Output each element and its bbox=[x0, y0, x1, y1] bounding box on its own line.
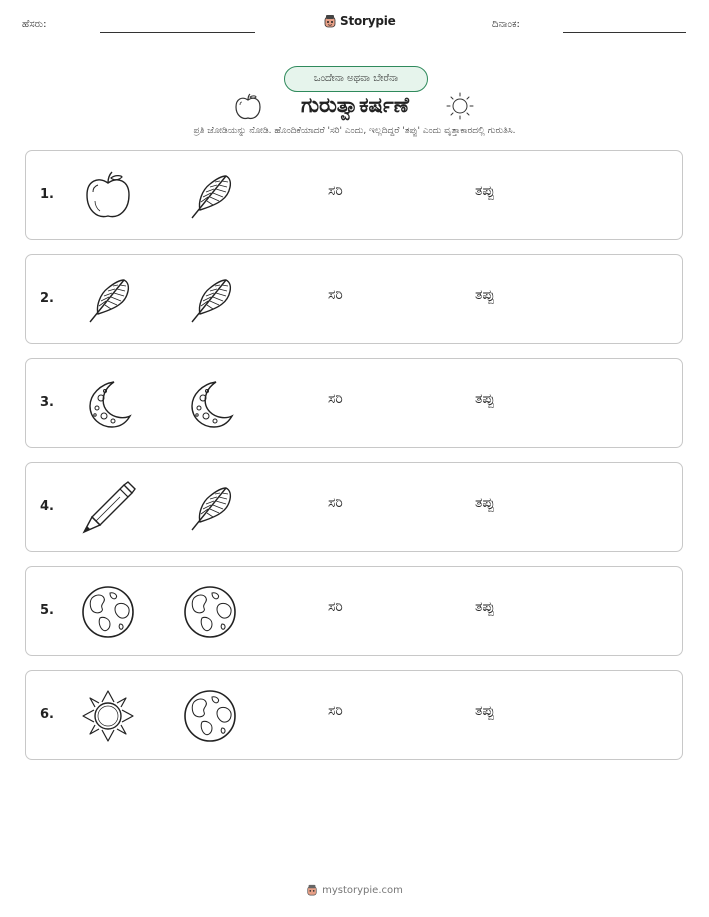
question-row-5 bbox=[25, 566, 683, 656]
apple-icon bbox=[80, 168, 136, 224]
question-row-4 bbox=[25, 462, 683, 552]
moon-icon bbox=[80, 376, 136, 432]
title-row bbox=[0, 92, 709, 122]
feather-icon bbox=[182, 480, 238, 536]
earth-icon bbox=[182, 584, 238, 640]
moon-icon bbox=[80, 376, 136, 432]
question-row-3 bbox=[25, 358, 683, 448]
option-true[interactable]: ಸರಿ bbox=[328, 703, 343, 719]
brand-logo bbox=[323, 14, 396, 28]
option-true[interactable]: ಸರಿ bbox=[328, 495, 343, 511]
option-false[interactable]: ತಪ್ಪು bbox=[475, 183, 495, 199]
apple-icon bbox=[232, 92, 264, 122]
option-false[interactable]: ತಪ್ಪು bbox=[475, 703, 495, 719]
moon-icon bbox=[182, 376, 238, 432]
option-true[interactable]: ಸರಿ bbox=[328, 599, 343, 615]
earth-icon bbox=[182, 688, 238, 744]
instructions: ಪ್ರತಿ ಜೋಡಿಯನ್ನು ನೋಡಿ. ಹೊಂದಿಕೆಯಾದರೆ 'ಸರಿ' ಎಂದು, ಇಲ್ಲದಿದ್ದರೆ 'ತಪ್ಪು' ಎಂದು ವೃತ್ತಾಕಾರದಲ್ಲಿ ಗುರುತಿಸಿ. bbox=[193, 126, 516, 136]
question-row-6 bbox=[25, 670, 683, 760]
pencil-icon bbox=[80, 480, 136, 536]
feather-icon bbox=[182, 168, 238, 224]
feather-icon bbox=[182, 168, 238, 224]
question-number: 5. bbox=[40, 603, 54, 618]
option-true[interactable]: ಸರಿ bbox=[328, 287, 343, 303]
date-label: ದಿನಾಂಕ: bbox=[492, 19, 520, 30]
question-number: 3. bbox=[40, 395, 54, 410]
earth-icon bbox=[182, 688, 238, 744]
worksheet-header bbox=[0, 12, 709, 42]
feather-icon bbox=[182, 272, 238, 328]
sun-icon bbox=[80, 688, 136, 744]
topic-tag: ಒಂದೇನಾ ಅಥವಾ ಬೇರೆನಾ bbox=[284, 66, 428, 92]
moon-icon bbox=[182, 376, 238, 432]
question-number: 4. bbox=[40, 499, 54, 514]
page-title: ಗುರುತ್ವಾಕರ್ಷಣೆ bbox=[300, 93, 410, 117]
date-line[interactable] bbox=[563, 32, 686, 33]
footer-site: mystorypie.com bbox=[322, 884, 403, 896]
option-true[interactable]: ಸರಿ bbox=[328, 183, 343, 199]
earth-icon bbox=[80, 584, 136, 640]
name-line[interactable] bbox=[100, 32, 255, 33]
earth-icon bbox=[182, 584, 238, 640]
option-true[interactable]: ಸರಿ bbox=[328, 391, 343, 407]
name-label: ಹೆಸರು: bbox=[22, 19, 47, 30]
pencil-icon bbox=[80, 480, 136, 536]
brand-name: Storypie bbox=[340, 14, 396, 28]
sun-icon bbox=[80, 688, 136, 744]
mascot-icon bbox=[323, 14, 337, 28]
option-false[interactable]: ತಪ್ಪು bbox=[475, 287, 495, 303]
feather-icon bbox=[80, 272, 136, 328]
option-false[interactable]: ತಪ್ಪು bbox=[475, 599, 495, 615]
option-false[interactable]: ತಪ್ಪು bbox=[475, 391, 495, 407]
question-number: 6. bbox=[40, 707, 54, 722]
question-row-2 bbox=[25, 254, 683, 344]
option-false[interactable]: ತಪ್ಪು bbox=[475, 495, 495, 511]
earth-icon bbox=[80, 584, 136, 640]
mascot-icon bbox=[306, 884, 318, 896]
sun-icon bbox=[445, 91, 475, 121]
feather-icon bbox=[80, 272, 136, 328]
feather-icon bbox=[182, 272, 238, 328]
question-number: 1. bbox=[40, 187, 54, 202]
feather-icon bbox=[182, 480, 238, 536]
footer bbox=[0, 880, 709, 900]
question-number: 2. bbox=[40, 291, 54, 306]
apple-icon bbox=[80, 168, 136, 224]
question-row-1 bbox=[25, 150, 683, 240]
